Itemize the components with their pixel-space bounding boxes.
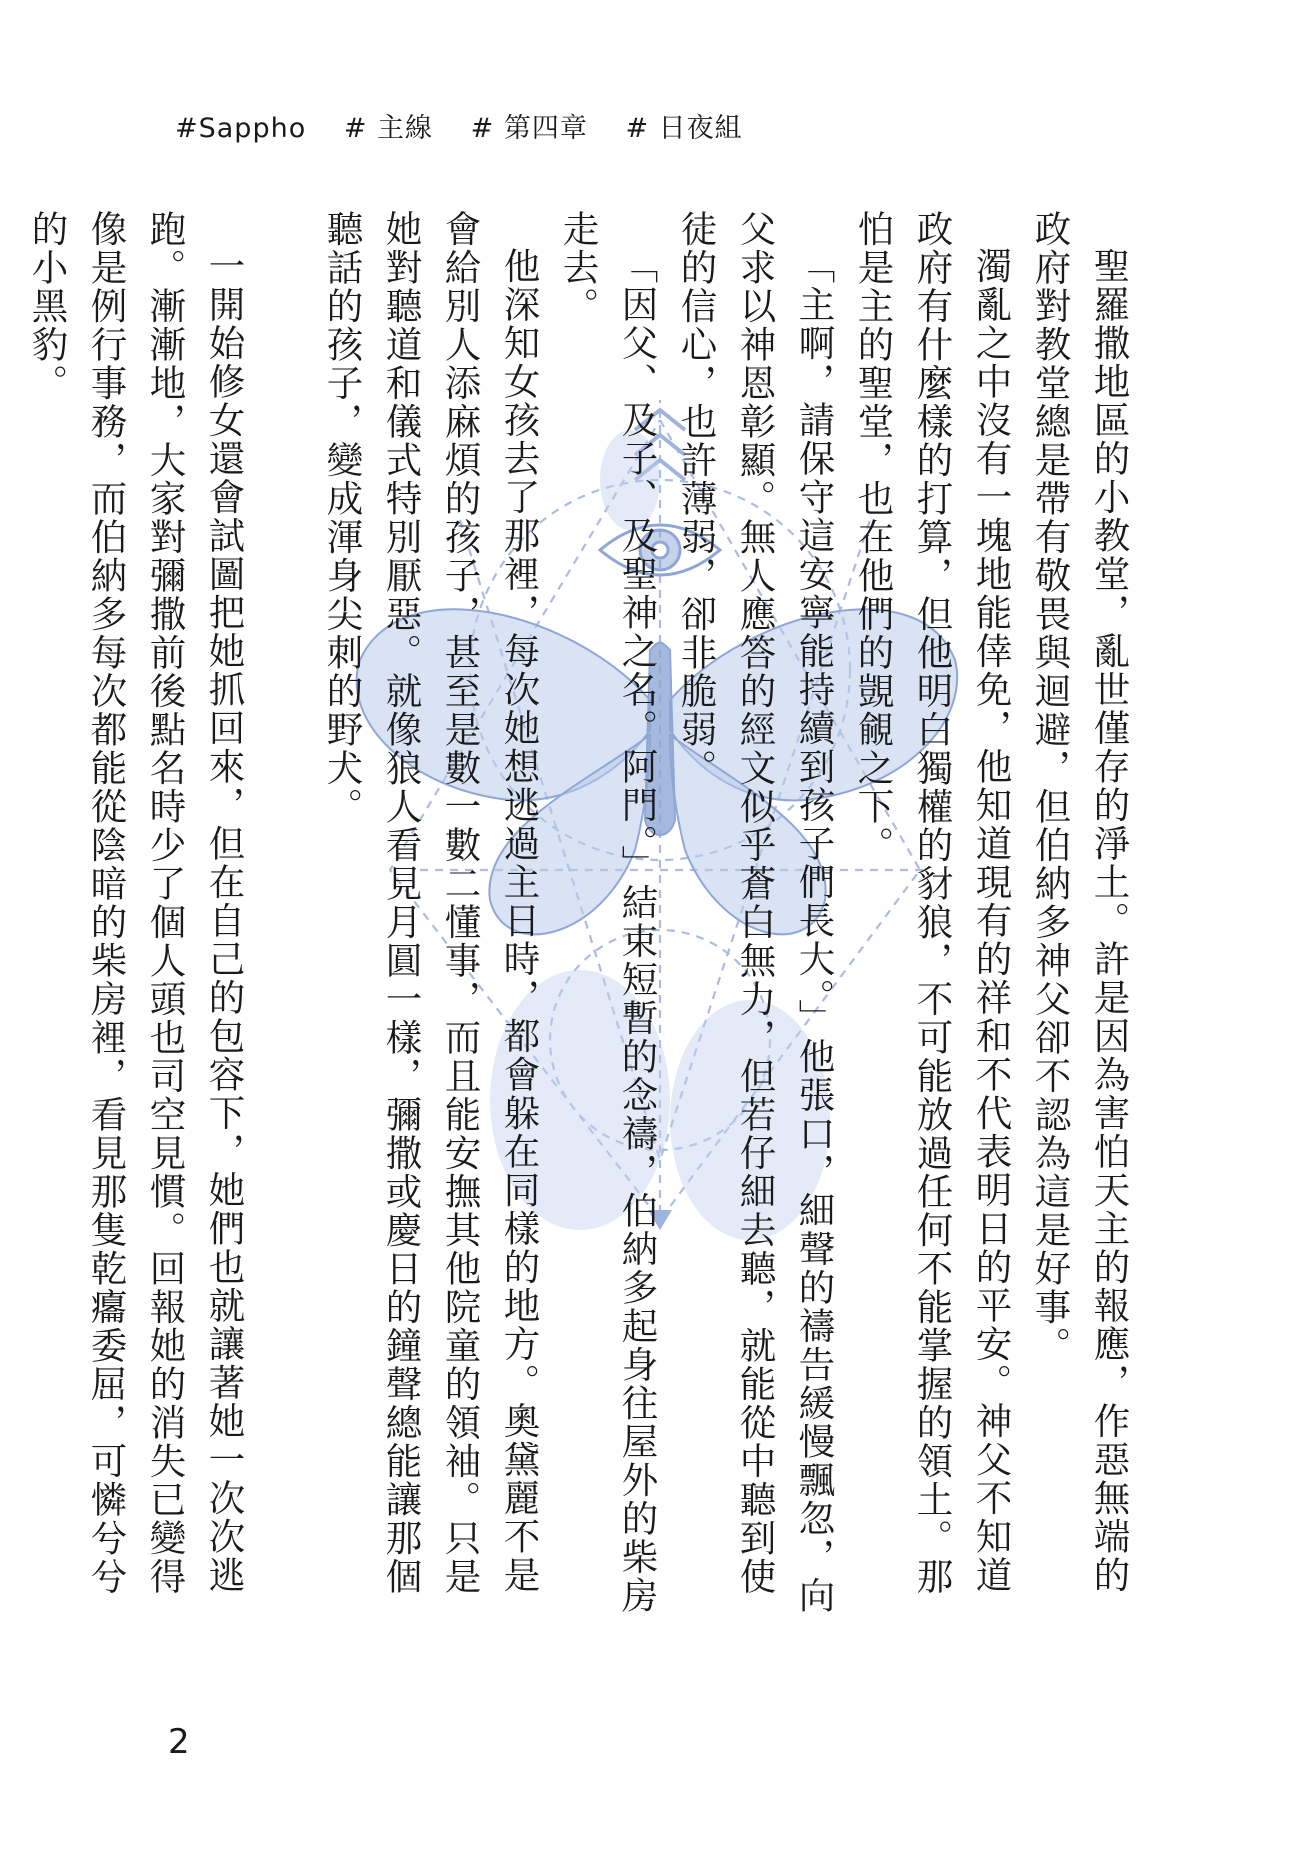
paragraph-4: 「因父、及子、及聖神之名。阿門。」結束短暫的念禱，伯納多起身往屋外的柴房走去。 <box>557 210 659 1615</box>
vertical-body-text <box>18 210 1139 1630</box>
tag-main-line[interactable]: # 主線 <box>343 113 434 144</box>
tag-sappho[interactable]: #Sappho <box>175 113 307 144</box>
tag-line <box>175 106 771 145</box>
paragraph-2: 濁亂之中沒有一塊地能倖免，他知道現有的祥和不代表明日的平安。神父不知道政府有什麼樣的打算，但他明白獨權的豺狼，不可能放過任何不能掌握的領土。那怕是主的聖堂，也在他們的覬覦之下。 <box>852 210 1013 1596</box>
paragraph-1: 聖羅撒地區的小教堂，亂世僅存的淨土。許是因為害怕天主的報應，作惡無端的政府對教堂總是帶有敬畏與迴避，但伯納多神父卻不認為這是好事。 <box>1029 210 1131 1594</box>
paragraph-6: 一開始修女還會試圖把她抓回來，但在自己的包容下，她們也就讓著她一次次逃跑。漸漸地，大家對彌撒前後點名時少了個人頭也司空見慣。回報她的消失已變得像是例行事務，而伯納多每次都能從陰暗的柴房裡，看見那隻乾癟委屈，可憐兮兮的小黑豹。 <box>26 210 246 1596</box>
paragraph-3: 「主啊，請保守這安寧能持續到孩子們長大。」他張口，細聲的禱告緩慢飄忽，向父求以神恩彰顯。無人應答的經文似乎蒼白無力，但若仔細去聽，就能從中聽到使徒的信心，也許薄弱，卻非脆弱。 <box>675 210 836 1615</box>
page-number: 2 <box>168 1722 190 1762</box>
paragraph-5: 他深知女孩去了那裡，每次她想逃過主日時，都會躲在同樣的地方。奧黛麗不是會給別人添麻煩的孩子，甚至是數一數二懂事，而且能安撫其他院童的領袖。只是她對聽道和儀式特別厭惡。就像狼人看見月圓一樣，彌撒或慶日的鐘聲總能讓那個聽話的孩子，變成渾身尖刺的野犬。 <box>321 210 541 1596</box>
tag-day-night-group[interactable]: # 日夜組 <box>625 113 743 144</box>
tag-chapter-four[interactable]: # 第四章 <box>470 113 588 144</box>
